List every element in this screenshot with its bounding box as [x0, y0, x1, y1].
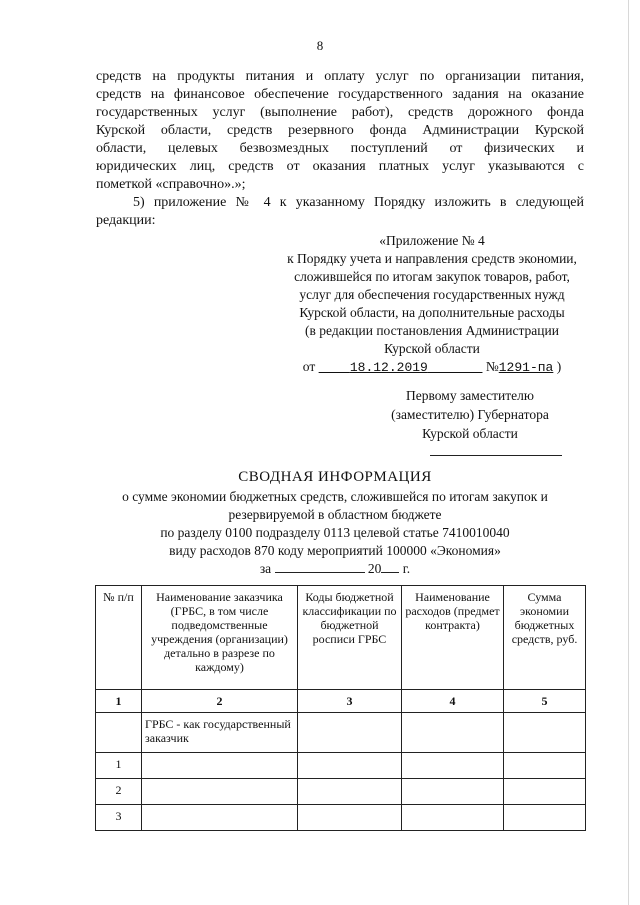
addressee-line: (заместителю) Губернатора — [391, 407, 549, 422]
subtitle-line: о сумме экономии бюджетных средств, сложившейся по итогам закупок и — [122, 489, 548, 504]
table-cell — [96, 713, 142, 753]
table-header-row — [96, 586, 586, 690]
table-row — [96, 753, 586, 779]
order-line — [262, 358, 602, 377]
table-cell — [142, 779, 298, 805]
table-cell — [142, 753, 298, 779]
order-number-label: № — [485, 359, 499, 374]
intro-line: Курской области, средств резервного фонда Администрации Курской — [96, 123, 584, 138]
appendix-line: Курской области — [384, 341, 480, 356]
header-cell: Наименование расходов (предмет контракта) — [402, 586, 504, 690]
table-cell — [142, 805, 298, 831]
intro-line: юридических лиц, средств от оказания платных услуг указываются с — [96, 159, 584, 174]
table-row — [96, 779, 586, 805]
subtitle-line: резервируемой в областном бюджете — [228, 507, 442, 522]
appendix-line: к Порядку учета и направления средств экономии, — [287, 251, 577, 266]
table-cell: 3 — [96, 805, 142, 831]
header-cell: Наименование заказчика (ГРБС, в том числе подведомственные учреждения (организации) детально в разрезе по каждому) — [142, 586, 298, 690]
summary-table — [95, 585, 586, 831]
order-from-label: от — [302, 359, 316, 374]
column-number-row — [96, 690, 586, 713]
intro-line: государственных услуг (выполнение работ), средств дорожного фонда — [96, 105, 584, 120]
table-cell — [298, 805, 402, 831]
table-cell — [402, 805, 504, 831]
table-cell — [298, 713, 402, 753]
period-line: за 20 г. — [259, 561, 411, 576]
order-date: 18.12.2019 — [349, 360, 428, 375]
order-close: ) — [556, 359, 562, 374]
addressee-line: Курской области — [422, 426, 518, 441]
column-number: 5 — [504, 690, 586, 713]
header-cell: Сумма экономии бюджетных средств, руб. — [504, 586, 586, 690]
document-title: СВОДНАЯ ИНФОРМАЦИЯ — [238, 469, 432, 485]
table-cell: 2 — [96, 779, 142, 805]
appendix-line: (в редакции постановления Администрации — [305, 323, 559, 338]
table-cell — [402, 779, 504, 805]
intro-line: области, целевых безвозмездных поступлений от физических и — [96, 141, 584, 156]
appendix-line: сложившейся по итогам закупок товаров, работ, — [294, 269, 570, 284]
table-cell — [402, 753, 504, 779]
table-cell: ГРБС - как государственный заказчик — [142, 713, 298, 753]
appendix-line: «Приложение № 4 — [379, 233, 485, 248]
table-cell — [402, 713, 504, 753]
table-cell — [504, 713, 586, 753]
header-cell: Коды бюджетной классификации по бюджетной росписи ГРБС — [298, 586, 402, 690]
intro-line: средств на продукты питания и оплату услуг по организации питания, — [96, 69, 584, 84]
subtitle-line: по разделу 0100 подразделу 0113 целевой статье 7410010040 — [160, 525, 510, 540]
column-number: 2 — [142, 690, 298, 713]
table-cell — [298, 779, 402, 805]
item5-line: редакции: — [96, 213, 156, 228]
order-number: 1291-па — [498, 360, 554, 375]
subtitle-line: виду расходов 870 коду мероприятий 100000 «Экономия» — [169, 543, 501, 558]
table-cell: 1 — [96, 753, 142, 779]
column-number: 4 — [402, 690, 504, 713]
table-row — [96, 713, 586, 753]
page-number: 8 — [316, 38, 324, 53]
addressee — [360, 386, 580, 443]
intro-line: средств на финансовое обеспечение государственного задания на оказание — [96, 87, 584, 102]
appendix-line: Курской области, на дополнительные расходы — [299, 305, 565, 320]
intro-line: пометкой «справочно».»; — [96, 177, 246, 192]
table-cell — [504, 805, 586, 831]
header-cell: № п/п — [96, 586, 142, 690]
appendix-line: услуг для обеспечения государственных нужд — [299, 287, 565, 302]
column-number: 3 — [298, 690, 402, 713]
column-number: 1 — [96, 690, 142, 713]
table-cell — [298, 753, 402, 779]
appendix-header — [262, 232, 602, 377]
table-cell — [504, 779, 586, 805]
addressee-line: Первому заместителю — [406, 388, 534, 403]
scan-edge — [628, 0, 629, 905]
table-cell — [504, 753, 586, 779]
item5-line: 5) приложение № 4 к указанному Порядку изложить в следующей — [133, 195, 584, 210]
signature-line — [430, 455, 562, 456]
table-row — [96, 805, 586, 831]
